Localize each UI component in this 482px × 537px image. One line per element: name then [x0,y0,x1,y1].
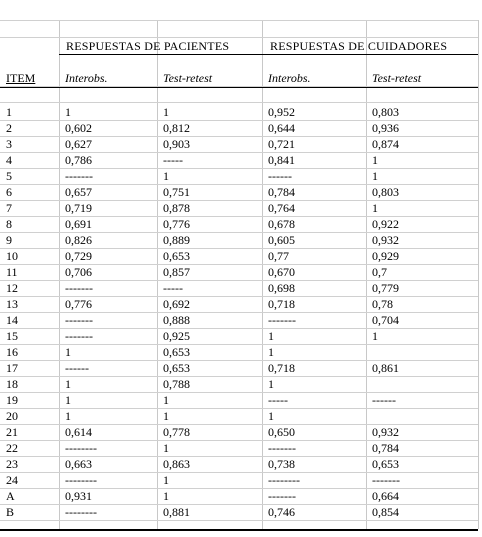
caregivers-testretest-cell [366,408,478,424]
item-cell: 4 [6,153,12,167]
item-cell: 1 [6,105,12,119]
patients-testretest-cell: 1 [163,169,169,183]
patients-testretest-cell: 1 [163,393,169,407]
patients-testretest-cell: 0,857 [163,265,190,279]
patients-interobs-cell: 1 [65,105,71,119]
caregivers-testretest-cell: 0,929 [372,249,399,263]
table-row [0,232,482,248]
caregivers-interobs-cell: 0,698 [268,281,295,295]
group-header-caregivers: RESPUESTAS DE CUIDADORES [270,39,448,53]
caregivers-interobs-cell: 1 [268,377,274,391]
patients-interobs-cell: 0,691 [65,217,92,231]
patients-interobs-cell: ------- [65,281,93,295]
patients-interobs-cell: ------- [65,169,93,183]
caregivers-interobs-cell: 0,721 [268,137,295,151]
item-cell: 9 [6,233,12,247]
table-row [0,488,482,504]
group-header-patients: RESPUESTAS DE PACIENTES [66,39,230,53]
table-row [0,360,482,376]
caregivers-testretest-cell: 0,932 [372,233,399,247]
caregivers-interobs-cell: 0,644 [268,121,295,135]
table-row [0,424,482,440]
grid-hline [0,102,478,103]
caregivers-interobs-cell: ------- [268,489,296,503]
patients-testretest-cell: 0,881 [163,505,190,519]
caregivers-interobs-cell: 0,746 [268,505,295,519]
caregivers-testretest-cell: 0,803 [372,105,399,119]
patients-testretest-cell: 0,812 [163,121,190,135]
caregivers-interobs-cell: 1 [268,409,274,423]
patients-interobs-cell: 1 [65,377,71,391]
patients-testretest-cell: 0,751 [163,185,190,199]
table-row [0,328,482,344]
caregivers-interobs-cell: 0,650 [268,425,295,439]
subheader-caregivers-testretest: Test-retest [372,71,422,85]
caregivers-interobs-cell: ------- [268,313,296,327]
patients-interobs-cell: -------- [65,473,97,487]
caregivers-interobs-cell: 0,764 [268,201,295,215]
patients-testretest-cell: 0,653 [163,361,190,375]
patients-interobs-cell: ------ [65,361,89,375]
caregivers-testretest-cell: 0,932 [372,425,399,439]
item-cell: 5 [6,169,12,183]
table-row [0,168,482,184]
caregivers-testretest-cell: 0,936 [372,121,399,135]
caregivers-testretest-cell: 0,78 [372,297,393,311]
table-row [0,184,482,200]
item-cell: 17 [6,361,18,375]
item-column-header: ITEM [6,71,36,85]
patients-testretest-cell: 0,653 [163,249,190,263]
patients-interobs-cell: -------- [65,441,97,455]
caregivers-interobs-cell: 0,952 [268,105,295,119]
caregivers-testretest-cell: 0,779 [372,281,399,295]
caregivers-interobs-cell: 0,718 [268,297,295,311]
patients-testretest-cell: 0,889 [163,233,190,247]
patients-testretest-cell: 1 [163,409,169,423]
caregivers-testretest-cell: 0,653 [372,457,399,471]
table-row [0,104,482,120]
caregivers-interobs-cell: 1 [268,329,274,343]
caregivers-interobs-cell: 0,784 [268,185,295,199]
table-row [0,280,482,296]
caregivers-interobs-cell: 0,77 [268,249,289,263]
item-cell: 24 [6,473,18,487]
patients-testretest-cell: 0,653 [163,345,190,359]
table-row [0,200,482,216]
caregivers-testretest-cell: ------ [372,393,396,407]
patients-interobs-cell: -------- [65,505,97,519]
caregivers-interobs-cell: ------ [268,169,292,183]
caregivers-interobs-cell: 0,605 [268,233,295,247]
caregivers-testretest-cell: 0,7 [372,265,387,279]
subheader-patients-interobs: Interobs. [65,71,108,85]
table-row [0,120,482,136]
caregivers-testretest-cell: 1 [372,153,378,167]
subheader-patients-testretest: Test-retest [163,71,213,85]
grid-hline [0,520,478,521]
patients-interobs-cell: 0,826 [65,233,92,247]
table-row [0,248,482,264]
caregivers-testretest-cell: 0,874 [372,137,399,151]
table-row [0,152,482,168]
caregivers-testretest-cell: 0,854 [372,505,399,519]
item-cell: 16 [6,345,18,359]
item-cell: 15 [6,329,18,343]
header-bottom-rule [0,87,478,88]
patients-interobs-cell: ------- [65,329,93,343]
caregivers-testretest-cell: 0,922 [372,217,399,231]
patients-testretest-cell: 0,692 [163,297,190,311]
patients-testretest-cell: 0,788 [163,377,190,391]
item-cell: 11 [6,265,18,279]
patients-interobs-cell: 1 [65,409,71,423]
item-cell: 18 [6,377,18,391]
patients-testretest-cell: 0,888 [163,313,190,327]
item-cell: 3 [6,137,12,151]
item-cell: 14 [6,313,18,327]
caregivers-interobs-cell: 0,678 [268,217,295,231]
patients-testretest-cell: 1 [163,489,169,503]
table-row [0,440,482,456]
item-cell: 23 [6,457,18,471]
item-cell: 12 [6,281,18,295]
patients-interobs-cell: 0,931 [65,489,92,503]
patients-testretest-cell: ----- [163,281,183,295]
table-row [0,136,482,152]
patients-interobs-cell: ------- [65,313,93,327]
patients-testretest-cell: ----- [163,153,183,167]
header-rule [59,54,478,55]
caregivers-testretest-cell: ------- [372,473,400,487]
item-cell: 20 [6,409,18,423]
patients-interobs-cell: 0,776 [65,297,92,311]
table-row [0,472,482,488]
patients-interobs-cell: 0,786 [65,153,92,167]
caregivers-interobs-cell: ------- [268,441,296,455]
item-cell: 2 [6,121,12,135]
caregivers-interobs-cell: -------- [268,473,300,487]
patients-interobs-cell: 0,657 [65,185,92,199]
patients-interobs-cell: 0,663 [65,457,92,471]
table-row [0,504,482,520]
caregivers-testretest-cell [366,376,478,392]
item-cell: B [6,505,15,519]
item-cell: 13 [6,297,18,311]
item-cell: 10 [6,249,18,263]
caregivers-testretest-cell: 1 [372,201,378,215]
table-row [0,296,482,312]
caregivers-testretest-cell [366,344,478,360]
caregivers-interobs-cell: ----- [268,393,288,407]
caregivers-testretest-cell: 0,704 [372,313,399,327]
table-row [0,456,482,472]
caregivers-testretest-cell: 0,861 [372,361,399,375]
table-row [0,264,482,280]
caregivers-interobs-cell: 0,841 [268,153,295,167]
caregivers-testretest-cell: 1 [372,169,378,183]
patients-interobs-cell: 1 [65,393,71,407]
patients-testretest-cell: 0,925 [163,329,190,343]
grid-hline [0,20,478,21]
item-cell: 21 [6,425,18,439]
table-bottom-rule [0,529,478,531]
patients-interobs-cell: 0,614 [65,425,92,439]
patients-testretest-cell: 0,778 [163,425,190,439]
table-row [0,408,482,424]
patients-testretest-cell: 1 [163,473,169,487]
caregivers-interobs-cell: 0,718 [268,361,295,375]
caregivers-testretest-cell: 0,784 [372,441,399,455]
patients-interobs-cell: 1 [65,345,71,359]
table-row [0,344,482,360]
item-cell: 22 [6,441,18,455]
table-row [0,392,482,408]
item-cell: 6 [6,185,12,199]
patients-interobs-cell: 0,706 [65,265,92,279]
patients-testretest-cell: 1 [163,105,169,119]
caregivers-interobs-cell: 0,670 [268,265,295,279]
subheader-caregivers-interobs: Interobs. [268,71,311,85]
caregivers-interobs-cell: 1 [268,345,274,359]
patients-interobs-cell: 0,627 [65,137,92,151]
caregivers-interobs-cell: 0,738 [268,457,295,471]
patients-testretest-cell: 0,863 [163,457,190,471]
table-row [0,376,482,392]
patients-testretest-cell: 0,878 [163,201,190,215]
patients-interobs-cell: 0,729 [65,249,92,263]
patients-interobs-cell: 0,719 [65,201,92,215]
caregivers-testretest-cell: 1 [372,329,378,343]
patients-testretest-cell: 0,776 [163,217,190,231]
item-cell: 8 [6,217,12,231]
patients-interobs-cell: 0,602 [65,121,92,135]
item-cell: 19 [6,393,18,407]
item-cell: A [6,489,15,503]
patients-testretest-cell: 0,903 [163,137,190,151]
caregivers-testretest-cell: 0,664 [372,489,399,503]
table-row [0,312,482,328]
patients-testretest-cell: 1 [163,441,169,455]
caregivers-testretest-cell: 0,803 [372,185,399,199]
table-row [0,216,482,232]
item-cell: 7 [6,201,12,215]
